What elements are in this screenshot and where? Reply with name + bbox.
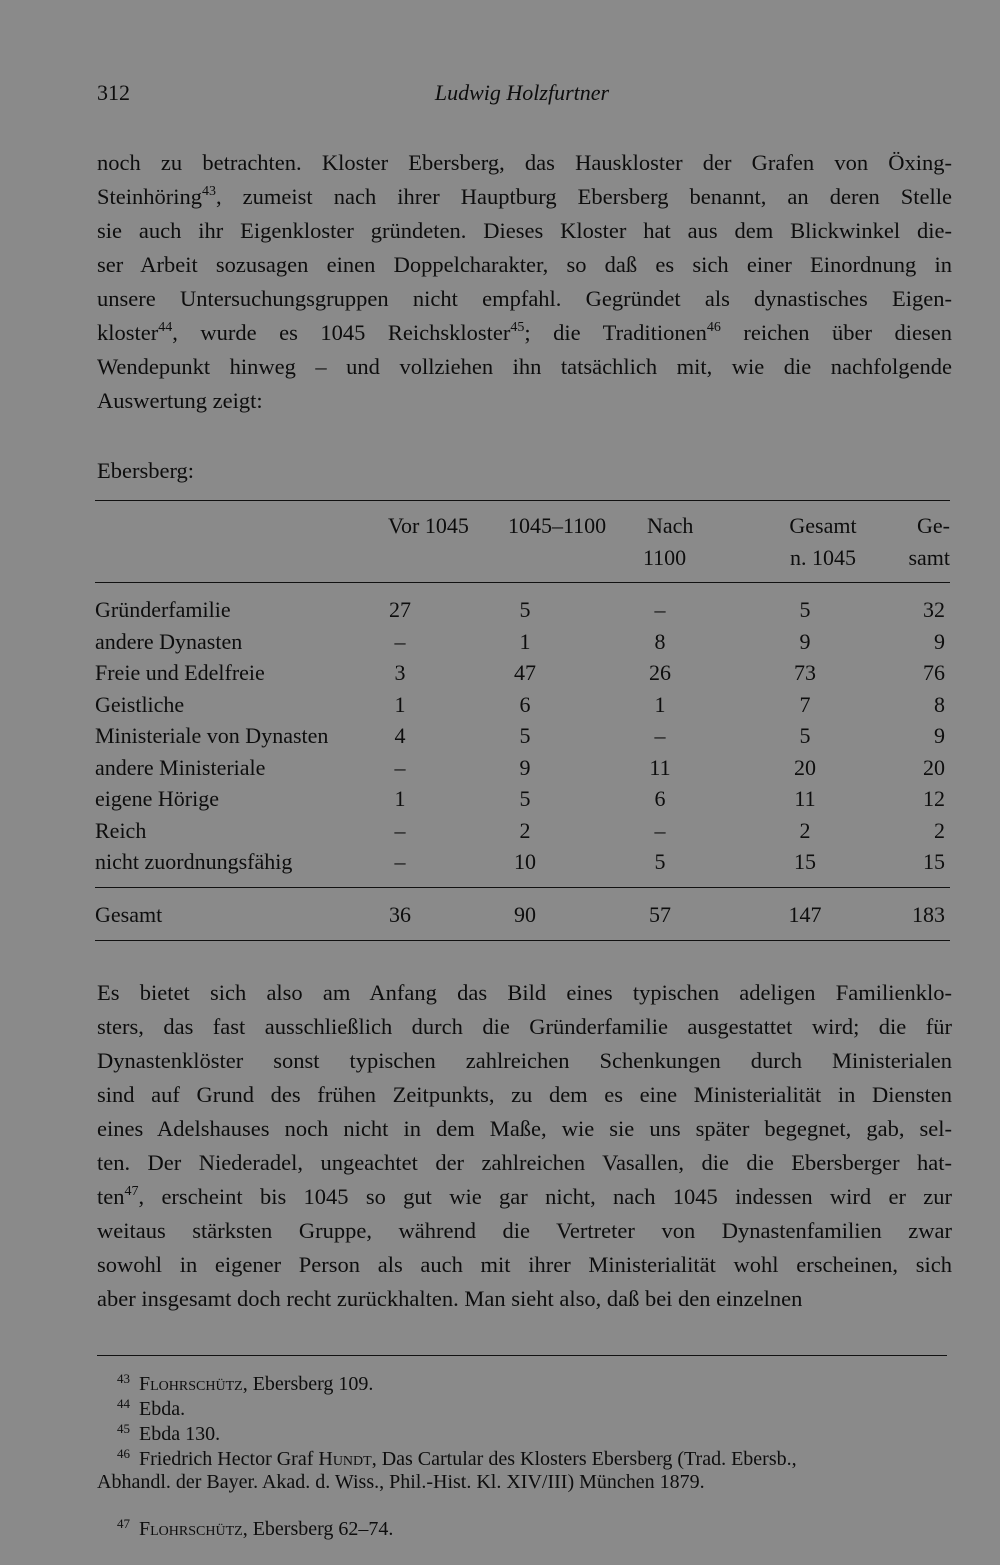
footnote-text: Ebda. xyxy=(139,1398,186,1420)
table-cell: – xyxy=(654,723,666,748)
table-cell: 10 xyxy=(514,849,536,874)
table-cell: 147 xyxy=(788,902,822,927)
table-cell: 3 xyxy=(394,660,406,685)
table-total-rule xyxy=(95,887,950,888)
table-cell: 5 xyxy=(519,597,531,622)
text-run: weitaus stärksten Gruppe, während die Vertreter von Dynastenfamilien zwar xyxy=(97,1218,952,1243)
text-line xyxy=(97,350,952,384)
row-label: andere Dynasten xyxy=(95,628,243,654)
table-cell: 26 xyxy=(649,660,671,685)
text-run: Dynastenklöster sonst typischen zahlreichen Schenkungen durch Ministerialen xyxy=(97,1048,952,1073)
table-cell: 20 xyxy=(923,754,945,780)
table-bottom-rule xyxy=(95,940,950,941)
paragraph-intro xyxy=(97,146,952,418)
row-label: Gründerfamilie xyxy=(95,597,231,622)
table-total-row xyxy=(95,899,950,931)
author-name: Flohrschütz xyxy=(139,1373,243,1395)
row-label: nicht zuordnungsfähig xyxy=(95,849,293,874)
table-cell: 6 xyxy=(654,786,666,811)
table-cell: 5 xyxy=(654,849,666,874)
running-head-author: Ludwig Holzfurtner xyxy=(434,80,610,105)
table-cell: 2 xyxy=(934,817,945,843)
author-name: Flohrschütz xyxy=(139,1518,243,1540)
text-line xyxy=(97,976,952,1010)
row-label: Gesamt xyxy=(95,902,163,927)
footnote-ref: 45 xyxy=(510,320,525,335)
column-header: Ge- xyxy=(917,513,950,538)
column-header: 1100 xyxy=(643,545,687,570)
text-run: ; die Traditionen xyxy=(524,320,707,345)
text-line xyxy=(97,384,952,418)
table-cell: 20 xyxy=(794,754,816,780)
text-line xyxy=(97,146,952,180)
table-cell: 36 xyxy=(389,902,411,927)
table-cell: 9 xyxy=(519,754,531,780)
footnote xyxy=(97,1448,952,1494)
column-header: 1045–1100 xyxy=(508,513,607,538)
row-label: eigene Hörige xyxy=(95,786,219,811)
text-run: , wurde es 1045 Reichskloster xyxy=(172,320,511,345)
footnote-number: 46 xyxy=(117,1446,130,1461)
row-label: Ministeriale von Dynasten xyxy=(95,723,329,748)
row-label: Reich xyxy=(95,817,147,843)
table-cell: 2 xyxy=(799,817,811,843)
footnote-number: 44 xyxy=(117,1396,130,1411)
text-run: ser Arbeit sozusagen einen Doppelcharakter, so daß es sich einer Einordnung in xyxy=(97,252,952,277)
footnote xyxy=(97,1518,952,1541)
table-cell: 15 xyxy=(794,849,816,874)
table-cell: 2 xyxy=(519,817,531,843)
table-row xyxy=(95,720,950,752)
table-cell: 15 xyxy=(923,849,945,874)
footnote-ref: 46 xyxy=(706,320,721,335)
table-cell: 57 xyxy=(649,902,671,927)
table-cell: 5 xyxy=(519,723,531,748)
text-run: , erscheint bis 1045 so gut wie gar nicht, nach 1045 indessen wird er zur xyxy=(138,1184,952,1209)
footnote-text: , Das Cartular des Klosters Ebersberg (Trad. Ebersb., xyxy=(371,1448,797,1470)
text-line xyxy=(97,282,952,316)
table-row xyxy=(95,626,950,658)
footnote-ref: 43 xyxy=(202,184,216,199)
text-run: kloster xyxy=(97,320,159,345)
table-row xyxy=(95,657,950,689)
table-cell: – xyxy=(654,597,666,622)
table-cell: 32 xyxy=(923,597,945,622)
row-label: andere Ministeriale xyxy=(95,754,266,780)
page-number: 312 xyxy=(97,80,130,105)
text-run: Auswertung zeigt: xyxy=(97,388,263,413)
table-caption: Ebersberg: xyxy=(97,458,195,483)
column-header: samt xyxy=(908,545,950,570)
text-run: noch zu betrachten. Kloster Ebersberg, das Hauskloster der Grafen von Öxing- xyxy=(97,150,952,175)
text-run: aber insgesamt doch recht zurückhalten. Man sieht also, daß bei den einzelnen xyxy=(97,1286,803,1311)
table-cell: 1 xyxy=(519,628,531,654)
text-run: sie auch ihr Eigenkloster gründeten. Dieses Kloster hat aus dem Blickwinkel die- xyxy=(97,218,952,243)
footnote-text: , Ebersberg 109. xyxy=(242,1373,374,1395)
text-line xyxy=(97,1146,952,1180)
table-row xyxy=(95,846,950,878)
table-cell: 76 xyxy=(923,660,945,685)
text-line xyxy=(97,316,952,350)
table-row xyxy=(95,815,950,847)
footnote-number: 43 xyxy=(117,1371,130,1386)
table-cell: 8 xyxy=(934,691,945,717)
text-line xyxy=(97,1044,952,1078)
table-cell: 5 xyxy=(799,723,811,748)
table-cell: – xyxy=(394,817,406,843)
footnote-ref: 44 xyxy=(158,320,173,335)
footnote xyxy=(97,1423,952,1446)
table-cell: 90 xyxy=(514,902,536,927)
table-top-rule xyxy=(95,500,950,501)
table-cell: 1 xyxy=(654,691,666,717)
text-run: Steinhöring xyxy=(97,184,202,209)
text-run: , zumeist nach ihrer Hauptburg Ebersberg benannt, an deren Stelle xyxy=(216,184,952,209)
table-cell: 47 xyxy=(514,660,536,685)
table-cell: 9 xyxy=(934,723,945,748)
text-line xyxy=(97,214,952,248)
text-line xyxy=(97,1214,952,1248)
text-line xyxy=(97,1282,952,1316)
table-row xyxy=(95,594,950,626)
text-run: sters, das fast ausschließlich durch die Gründerfamilie ausgestattet wird; die für xyxy=(97,1014,952,1039)
table-row xyxy=(95,783,950,815)
column-header: Vor 1045 xyxy=(388,513,469,538)
text-run: reichen über diesen xyxy=(720,320,953,345)
table-cell: – xyxy=(394,849,406,874)
text-line xyxy=(97,248,952,282)
footnote-text: Abhandl. der Bayer. Akad. d. Wiss., Phil.-Hist. Kl. XIV/III) München 1879. xyxy=(97,1471,705,1493)
table-cell: 73 xyxy=(794,660,816,685)
table-cell: 8 xyxy=(654,628,666,654)
text-run: sowohl in eigener Person als auch mit ihrer Ministerialität wohl erscheinen, sich xyxy=(97,1252,952,1277)
footnote xyxy=(97,1373,952,1396)
table-cell: 1 xyxy=(394,786,406,811)
author-name: Hundt xyxy=(318,1448,372,1470)
table-cell: 5 xyxy=(799,597,811,622)
footnote-text: Friedrich Hector Graf xyxy=(139,1448,319,1470)
text-run: Es bietet sich also am Anfang das Bild eines typischen adeligen Familienklo- xyxy=(97,980,952,1005)
table-row xyxy=(95,689,950,721)
running-header xyxy=(97,80,947,112)
table-cell: 1 xyxy=(394,691,406,717)
footnote xyxy=(97,1398,952,1421)
table-cell: 9 xyxy=(799,628,811,654)
text-line xyxy=(97,1248,952,1282)
text-run: sind auf Grund des frühen Zeitpunkts, zu dem es eine Ministerialität in Diensten xyxy=(97,1082,952,1107)
text-run: eines Adelshauses noch nicht in dem Maße, wie sie uns später begegnet, gab, sel- xyxy=(97,1116,952,1141)
footnote-text: , Ebersberg 62–74. xyxy=(242,1518,394,1540)
text-run: Wendepunkt hinweg – und vollziehen ihn tatsächlich mit, wie die nachfolgende xyxy=(97,354,952,379)
table-cell: – xyxy=(394,628,406,654)
text-line xyxy=(97,1180,952,1214)
table-cell: 11 xyxy=(649,754,671,780)
text-run: ten. Der Niederadel, ungeachtet der zahlreichen Vasallen, die die Ebersberger hat- xyxy=(97,1150,952,1175)
row-label: Geistliche xyxy=(95,691,185,717)
footnote-rule xyxy=(97,1355,947,1356)
text-line xyxy=(97,1078,952,1112)
table-cell: – xyxy=(654,817,666,843)
column-header: n. 1045 xyxy=(790,545,856,570)
table-cell: 11 xyxy=(794,786,816,811)
table-cell: 6 xyxy=(519,691,531,717)
text-line xyxy=(97,1112,952,1146)
table-cell: – xyxy=(394,754,406,780)
table-row xyxy=(95,752,950,784)
text-line xyxy=(97,1010,952,1044)
table-cell: 27 xyxy=(389,597,411,622)
column-header: Gesamt xyxy=(789,513,857,538)
column-header: Nach xyxy=(647,513,694,538)
table-header-rule xyxy=(95,582,950,583)
table-cell: 12 xyxy=(923,786,945,811)
row-label: Freie und Edelfreie xyxy=(95,660,265,685)
footnote-number: 47 xyxy=(117,1516,130,1531)
footnote-ref: 47 xyxy=(124,1184,139,1199)
text-run: unsere Untersuchungsgruppen nicht empfahl. Gegründet als dynastisches Eigen- xyxy=(97,286,952,311)
text-run: ten xyxy=(97,1184,125,1209)
table-cell: 5 xyxy=(519,786,531,811)
table-cell: 4 xyxy=(394,723,406,748)
table-cell: 183 xyxy=(912,902,945,927)
footnote-number: 45 xyxy=(117,1421,130,1436)
table-cell: 9 xyxy=(934,628,945,654)
table-cell: 7 xyxy=(799,691,811,717)
paragraph-analysis xyxy=(97,976,952,1316)
footnote-text: Ebda 130. xyxy=(139,1423,221,1445)
text-line xyxy=(97,180,952,214)
